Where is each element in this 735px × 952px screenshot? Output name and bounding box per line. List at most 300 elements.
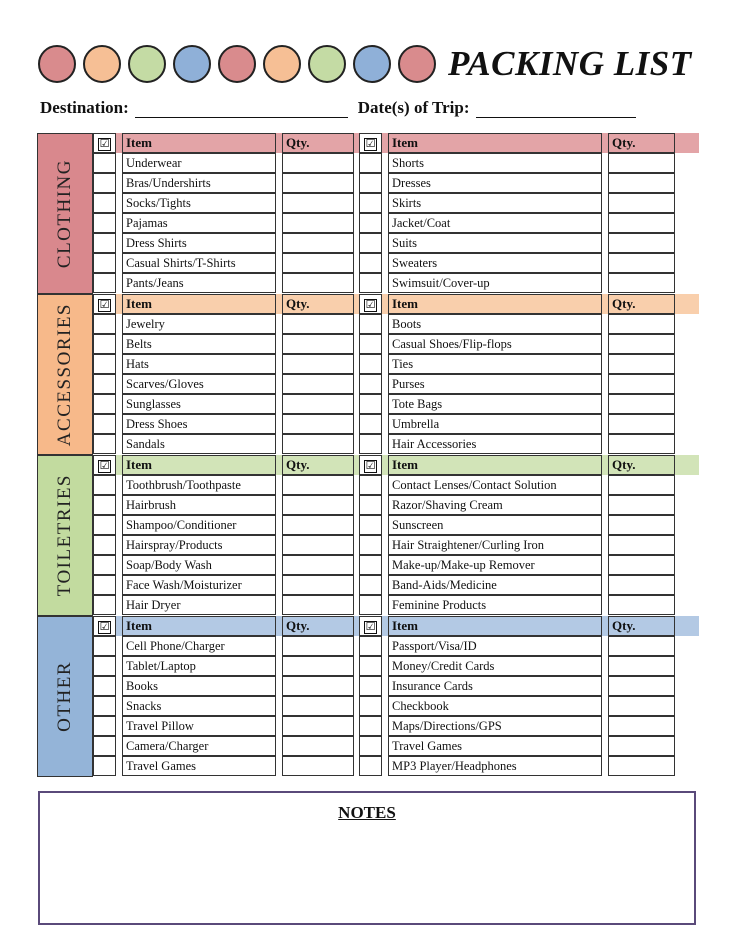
color-dot: [173, 45, 211, 83]
qty-column-header: Qty.: [608, 133, 675, 153]
item-grid: [93, 133, 699, 294]
item-name: Tote Bags: [388, 394, 602, 414]
item-checkbox[interactable]: [359, 374, 382, 394]
item-name: Pants/Jeans: [122, 273, 276, 293]
section-accessories: [37, 294, 699, 455]
item-column-header: Item: [122, 616, 276, 636]
item-name: Belts: [122, 334, 276, 354]
table-row: [359, 555, 675, 575]
item-name: Snacks: [122, 696, 276, 716]
qty-field[interactable]: [282, 394, 354, 414]
qty-field[interactable]: [282, 636, 354, 656]
item-checkbox[interactable]: [359, 434, 382, 454]
qty-field[interactable]: [282, 495, 354, 515]
item-checkbox[interactable]: [93, 575, 116, 595]
color-dot: [353, 45, 391, 83]
section-toiletries: [37, 455, 699, 616]
item-name: Insurance Cards: [388, 676, 602, 696]
item-name: Jacket/Coat: [388, 213, 602, 233]
qty-field[interactable]: [608, 213, 675, 233]
item-checkbox[interactable]: [359, 233, 382, 253]
item-name: Shampoo/Conditioner: [122, 515, 276, 535]
item-name: Jewelry: [122, 314, 276, 334]
item-checkbox[interactable]: [93, 414, 116, 434]
item-name: Band-Aids/Medicine: [388, 575, 602, 595]
category-label-band: [37, 294, 93, 455]
item-name: Travel Pillow: [122, 716, 276, 736]
item-checkbox[interactable]: [359, 575, 382, 595]
item-checkbox[interactable]: [93, 676, 116, 696]
qty-field[interactable]: [608, 173, 675, 193]
item-name: Scarves/Gloves: [122, 374, 276, 394]
table-row: [93, 233, 354, 253]
item-checkbox[interactable]: [93, 273, 116, 293]
item-name: Sandals: [122, 434, 276, 454]
table-header-row: [93, 616, 354, 636]
qty-field[interactable]: [282, 736, 354, 756]
table-header-row: [359, 294, 675, 314]
checkbox-icon: ☑: [365, 137, 376, 150]
table-row: [359, 394, 675, 414]
item-grid: [93, 294, 699, 455]
item-name: Hair Dryer: [122, 595, 276, 615]
item-checkbox[interactable]: [93, 475, 116, 495]
table-row: [93, 696, 354, 716]
item-checkbox[interactable]: [359, 535, 382, 555]
qty-field[interactable]: [282, 676, 354, 696]
item-name: Socks/Tights: [122, 193, 276, 213]
table-row: [359, 656, 675, 676]
qty-field[interactable]: [282, 253, 354, 273]
table-row: [359, 414, 675, 434]
checkbox-icon: ☑: [99, 620, 110, 633]
item-name: Cell Phone/Charger: [122, 636, 276, 656]
item-checkbox[interactable]: [359, 153, 382, 173]
color-dot: [38, 45, 76, 83]
item-name: Sweaters: [388, 253, 602, 273]
item-checkbox[interactable]: [93, 656, 116, 676]
table-row: [359, 495, 675, 515]
destination-field[interactable]: [135, 102, 348, 118]
qty-field[interactable]: [608, 636, 675, 656]
qty-field[interactable]: [282, 716, 354, 736]
item-name: Tablet/Laptop: [122, 656, 276, 676]
item-checkbox[interactable]: [93, 354, 116, 374]
item-name: Ties: [388, 354, 602, 374]
dates-field[interactable]: [476, 102, 636, 118]
item-checkbox[interactable]: [359, 656, 382, 676]
color-dot: [218, 45, 256, 83]
qty-column-header: Qty.: [282, 616, 354, 636]
qty-field[interactable]: [282, 193, 354, 213]
qty-field[interactable]: [282, 555, 354, 575]
item-checkbox[interactable]: [93, 374, 116, 394]
item-checkbox[interactable]: [359, 636, 382, 656]
table-header-row: [359, 133, 675, 153]
qty-field[interactable]: [608, 314, 675, 334]
table-row: [93, 716, 354, 736]
item-name: Pajamas: [122, 213, 276, 233]
item-checkbox[interactable]: [93, 434, 116, 454]
checkbox-icon: ☑: [365, 620, 376, 633]
right-item-table: [359, 133, 675, 293]
page-title: PACKING LIST: [448, 44, 692, 83]
category-label: TOILETRIES: [54, 474, 75, 597]
category-label: ACCESSORIES: [54, 302, 75, 447]
qty-column-header: Qty.: [608, 455, 675, 475]
page-header: [38, 42, 698, 86]
table-row: [359, 535, 675, 555]
item-name: Travel Games: [122, 756, 276, 776]
notes-box[interactable]: [38, 791, 696, 925]
qty-column-header: Qty.: [608, 616, 675, 636]
qty-field[interactable]: [608, 374, 675, 394]
item-name: Books: [122, 676, 276, 696]
packing-sections: [37, 133, 699, 777]
item-checkbox[interactable]: [359, 595, 382, 615]
item-name: Razor/Shaving Cream: [388, 495, 602, 515]
qty-field[interactable]: [282, 475, 354, 495]
qty-field[interactable]: [608, 656, 675, 676]
item-checkbox[interactable]: [93, 253, 116, 273]
qty-field[interactable]: [282, 233, 354, 253]
item-name: Casual Shirts/T-Shirts: [122, 253, 276, 273]
qty-field[interactable]: [608, 535, 675, 555]
qty-field[interactable]: [282, 515, 354, 535]
qty-field[interactable]: [608, 575, 675, 595]
item-checkbox[interactable]: [93, 314, 116, 334]
color-dot: [83, 45, 121, 83]
table-row: [93, 334, 354, 354]
item-checkbox[interactable]: [359, 213, 382, 233]
item-checkbox[interactable]: [93, 555, 116, 575]
item-column-header: Item: [122, 133, 276, 153]
qty-field[interactable]: [608, 153, 675, 173]
table-row: [93, 153, 354, 173]
table-row: [93, 354, 354, 374]
item-name: Underwear: [122, 153, 276, 173]
notes-title: NOTES: [338, 803, 396, 822]
table-row: [93, 213, 354, 233]
item-checkbox[interactable]: [359, 475, 382, 495]
table-row: [359, 334, 675, 354]
item-checkbox[interactable]: [359, 515, 382, 535]
table-row: [359, 434, 675, 454]
table-row: [93, 756, 354, 776]
item-checkbox[interactable]: [359, 756, 382, 776]
item-checkbox[interactable]: [93, 334, 116, 354]
color-dot: [308, 45, 346, 83]
item-checkbox[interactable]: [93, 193, 116, 213]
qty-field[interactable]: [282, 575, 354, 595]
color-dot: [398, 45, 436, 83]
item-checkbox[interactable]: [93, 495, 116, 515]
item-column-header: Item: [388, 616, 602, 636]
qty-field[interactable]: [282, 153, 354, 173]
color-dot: [263, 45, 301, 83]
item-name: Hats: [122, 354, 276, 374]
item-name: Bras/Undershirts: [122, 173, 276, 193]
category-label: OTHER: [54, 661, 75, 732]
qty-field[interactable]: [282, 273, 354, 293]
header-check-cell: [359, 455, 382, 475]
table-row: [359, 354, 675, 374]
table-header-row: [359, 616, 675, 636]
left-item-table: [93, 294, 354, 454]
item-name: Umbrella: [388, 414, 602, 434]
qty-column-header: Qty.: [282, 294, 354, 314]
item-checkbox[interactable]: [93, 595, 116, 615]
trip-details: [40, 96, 700, 118]
table-row: [93, 374, 354, 394]
table-row: [359, 153, 675, 173]
qty-field[interactable]: [282, 696, 354, 716]
table-row: [359, 575, 675, 595]
item-column-header: Item: [122, 294, 276, 314]
table-row: [359, 213, 675, 233]
section-other: [37, 616, 699, 777]
table-row: [93, 475, 354, 495]
checkbox-icon: ☑: [99, 137, 110, 150]
qty-field[interactable]: [282, 213, 354, 233]
qty-field[interactable]: [608, 434, 675, 454]
table-row: [93, 173, 354, 193]
table-header-row: [93, 455, 354, 475]
table-row: [93, 193, 354, 213]
qty-column-header: Qty.: [608, 294, 675, 314]
item-checkbox[interactable]: [93, 153, 116, 173]
left-item-table: [93, 133, 354, 293]
table-row: [93, 314, 354, 334]
item-name: Purses: [388, 374, 602, 394]
item-name: Suits: [388, 233, 602, 253]
header-check-cell: [359, 294, 382, 314]
item-checkbox[interactable]: [359, 676, 382, 696]
item-grid: [93, 616, 699, 777]
qty-field[interactable]: [608, 716, 675, 736]
item-name: Swimsuit/Cover-up: [388, 273, 602, 293]
item-name: Money/Credit Cards: [388, 656, 602, 676]
item-column-header: Item: [388, 455, 602, 475]
item-checkbox[interactable]: [93, 716, 116, 736]
item-name: Hair Straightener/Curling Iron: [388, 535, 602, 555]
item-name: Sunglasses: [122, 394, 276, 414]
right-item-table: [359, 455, 675, 615]
destination-label: Destination:: [40, 98, 129, 117]
category-label: CLOTHING: [54, 158, 75, 269]
table-row: [359, 696, 675, 716]
item-column-header: Item: [388, 133, 602, 153]
item-checkbox[interactable]: [93, 233, 116, 253]
table-row: [359, 475, 675, 495]
item-checkbox[interactable]: [359, 354, 382, 374]
qty-field[interactable]: [608, 334, 675, 354]
right-item-table: [359, 294, 675, 454]
table-header-row: [93, 294, 354, 314]
table-row: [359, 193, 675, 213]
table-row: [359, 756, 675, 776]
item-name: Make-up/Make-up Remover: [388, 555, 602, 575]
item-name: Feminine Products: [388, 595, 602, 615]
qty-field[interactable]: [282, 595, 354, 615]
qty-field[interactable]: [608, 414, 675, 434]
qty-field[interactable]: [608, 354, 675, 374]
item-checkbox[interactable]: [359, 716, 382, 736]
qty-field[interactable]: [608, 555, 675, 575]
qty-field[interactable]: [282, 434, 354, 454]
category-label-band: [37, 133, 93, 294]
table-row: [359, 374, 675, 394]
left-item-table: [93, 455, 354, 615]
item-checkbox[interactable]: [359, 314, 382, 334]
item-checkbox[interactable]: [93, 756, 116, 776]
item-name: MP3 Player/Headphones: [388, 756, 602, 776]
table-row: [359, 676, 675, 696]
checkbox-icon: ☑: [99, 298, 110, 311]
item-checkbox[interactable]: [93, 696, 116, 716]
item-name: Dress Shirts: [122, 233, 276, 253]
qty-field[interactable]: [608, 273, 675, 293]
qty-column-header: Qty.: [282, 133, 354, 153]
item-checkbox[interactable]: [359, 173, 382, 193]
table-header-row: [359, 455, 675, 475]
table-row: [359, 314, 675, 334]
item-name: Maps/Directions/GPS: [388, 716, 602, 736]
item-name: Soap/Body Wash: [122, 555, 276, 575]
right-item-table: [359, 616, 675, 776]
color-dots: [38, 45, 436, 83]
table-row: [93, 535, 354, 555]
table-row: [93, 676, 354, 696]
item-checkbox[interactable]: [359, 495, 382, 515]
item-grid: [93, 455, 699, 616]
qty-field[interactable]: [608, 515, 675, 535]
item-name: Passport/Visa/ID: [388, 636, 602, 656]
item-name: Dress Shoes: [122, 414, 276, 434]
qty-field[interactable]: [282, 535, 354, 555]
checkbox-icon: ☑: [99, 459, 110, 472]
section-clothing: [37, 133, 699, 294]
qty-field[interactable]: [608, 696, 675, 716]
table-row: [359, 253, 675, 273]
item-column-header: Item: [388, 294, 602, 314]
qty-field[interactable]: [608, 736, 675, 756]
item-checkbox[interactable]: [93, 394, 116, 414]
table-row: [359, 636, 675, 656]
item-checkbox[interactable]: [359, 394, 382, 414]
item-checkbox[interactable]: [93, 515, 116, 535]
left-item-table: [93, 616, 354, 776]
dates-label: Date(s) of Trip:: [357, 98, 470, 117]
item-name: Camera/Charger: [122, 736, 276, 756]
checkbox-icon: ☑: [365, 298, 376, 311]
table-row: [93, 575, 354, 595]
table-row: [359, 515, 675, 535]
qty-field[interactable]: [282, 314, 354, 334]
table-row: [93, 495, 354, 515]
item-name: Skirts: [388, 193, 602, 213]
category-label-band: [37, 616, 93, 777]
qty-field[interactable]: [608, 756, 675, 776]
item-checkbox[interactable]: [359, 193, 382, 213]
item-checkbox[interactable]: [93, 535, 116, 555]
item-checkbox[interactable]: [93, 636, 116, 656]
item-name: Shorts: [388, 153, 602, 173]
qty-field[interactable]: [282, 756, 354, 776]
qty-field[interactable]: [282, 173, 354, 193]
category-label-band: [37, 455, 93, 616]
qty-field[interactable]: [608, 595, 675, 615]
table-row: [93, 736, 354, 756]
item-checkbox[interactable]: [359, 696, 382, 716]
qty-field[interactable]: [608, 495, 675, 515]
table-row: [359, 716, 675, 736]
table-header-row: [93, 133, 354, 153]
table-row: [93, 636, 354, 656]
table-row: [93, 595, 354, 615]
header-check-cell: [93, 616, 116, 636]
item-name: Face Wash/Moisturizer: [122, 575, 276, 595]
qty-field[interactable]: [608, 253, 675, 273]
qty-field[interactable]: [608, 676, 675, 696]
header-check-cell: [93, 133, 116, 153]
item-name: Contact Lenses/Contact Solution: [388, 475, 602, 495]
item-checkbox[interactable]: [93, 213, 116, 233]
table-row: [93, 656, 354, 676]
qty-field[interactable]: [608, 193, 675, 213]
table-row: [93, 414, 354, 434]
table-row: [93, 515, 354, 535]
qty-field[interactable]: [608, 394, 675, 414]
qty-column-header: Qty.: [282, 455, 354, 475]
header-check-cell: [359, 133, 382, 153]
item-checkbox[interactable]: [359, 555, 382, 575]
item-name: Casual Shoes/Flip-flops: [388, 334, 602, 354]
qty-field[interactable]: [282, 656, 354, 676]
table-row: [93, 394, 354, 414]
qty-field[interactable]: [282, 334, 354, 354]
item-checkbox[interactable]: [93, 736, 116, 756]
table-row: [359, 736, 675, 756]
qty-field[interactable]: [282, 354, 354, 374]
table-row: [93, 555, 354, 575]
item-checkbox[interactable]: [359, 736, 382, 756]
qty-field[interactable]: [282, 414, 354, 434]
table-row: [93, 273, 354, 293]
item-checkbox[interactable]: [93, 173, 116, 193]
item-checkbox[interactable]: [359, 273, 382, 293]
item-column-header: Item: [122, 455, 276, 475]
item-name: Dresses: [388, 173, 602, 193]
item-checkbox[interactable]: [359, 414, 382, 434]
table-row: [93, 434, 354, 454]
item-name: Hairspray/Products: [122, 535, 276, 555]
item-name: Hair Accessories: [388, 434, 602, 454]
item-checkbox[interactable]: [359, 253, 382, 273]
qty-field[interactable]: [608, 233, 675, 253]
color-dot: [128, 45, 166, 83]
item-name: Sunscreen: [388, 515, 602, 535]
qty-field[interactable]: [282, 374, 354, 394]
item-checkbox[interactable]: [359, 334, 382, 354]
qty-field[interactable]: [608, 475, 675, 495]
table-row: [359, 173, 675, 193]
header-check-cell: [93, 455, 116, 475]
item-name: Boots: [388, 314, 602, 334]
item-name: Travel Games: [388, 736, 602, 756]
item-name: Checkbook: [388, 696, 602, 716]
header-check-cell: [359, 616, 382, 636]
